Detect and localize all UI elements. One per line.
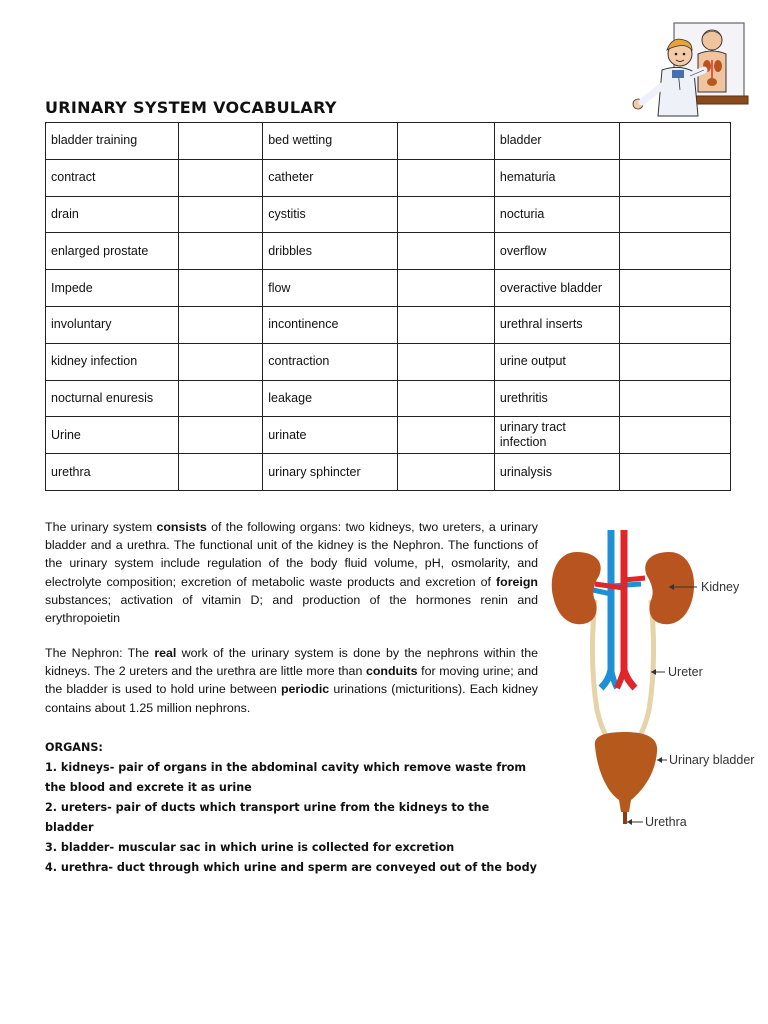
organs-list (45, 738, 541, 878)
vocab-term: urinalysis (494, 454, 619, 491)
table-row (46, 123, 731, 160)
blank-cell[interactable] (179, 454, 263, 491)
blank-cell[interactable] (179, 123, 263, 160)
blank-cell[interactable] (398, 306, 494, 343)
vocab-term: kidney infection (46, 343, 179, 380)
urinary-system-diagram (545, 520, 765, 840)
blank-cell[interactable] (620, 123, 731, 160)
blank-cell[interactable] (179, 306, 263, 343)
blank-cell[interactable] (620, 306, 731, 343)
blank-cell[interactable] (620, 270, 731, 307)
vocab-term: hematuria (494, 159, 619, 196)
table-row (46, 380, 731, 417)
left-kidney (552, 552, 601, 624)
blank-cell[interactable] (179, 159, 263, 196)
list-item: 3. bladder- muscular sac in which urine is collected for excretion (45, 841, 455, 854)
nephron-text: urinations (micturitions). Each kidney contains about 1.25 million nephrons. (45, 682, 538, 715)
table-row (46, 417, 731, 454)
list-item: 2. ureters- pair of ducts which transport urine from the kidneys to the bladder (45, 801, 490, 834)
ureter-label: Ureter (668, 665, 703, 679)
vena-cava (601, 530, 611, 688)
blank-cell[interactable] (398, 417, 494, 454)
blank-cell[interactable] (179, 380, 263, 417)
table-row (46, 159, 731, 196)
vocab-term: nocturnal enuresis (46, 380, 179, 417)
table-row (46, 306, 731, 343)
blank-cell[interactable] (620, 159, 731, 196)
intro-text: of the following organs: two kidneys, two ureters, a urinary bladder and a urethra. The functional unit of the kidney is the Nephron. The functions of the urinary system include regulation of the body fluid volume, pH, osmolarity, and electrolyte composition; excretion of metabolic waste products and excretion of (45, 520, 538, 589)
vocab-term: enlarged prostate (46, 233, 179, 270)
vocab-term: leakage (263, 380, 398, 417)
list-item: 1. kidneys- pair of organs in the abdominal cavity which remove waste from the blood and excrete it as urine (45, 761, 527, 794)
vocab-term: contract (46, 159, 179, 196)
blank-cell[interactable] (179, 196, 263, 233)
vocab-term: bed wetting (263, 123, 398, 160)
doctor-patient-illustration-icon (632, 20, 750, 120)
nephron-bold-term: conduits (365, 664, 418, 679)
blank-cell[interactable] (398, 380, 494, 417)
organs-heading: ORGANS: (45, 741, 103, 754)
table-row (46, 454, 731, 491)
nephron-text: work of the urinary system is done by the nephrons within the kidneys. The 2 ureters and the urethra are little more than (45, 646, 538, 679)
vocab-term: overflow (494, 233, 619, 270)
table-row (46, 270, 731, 307)
vocab-term: Urine (46, 417, 179, 454)
blank-cell[interactable] (179, 233, 263, 270)
blank-cell[interactable] (620, 454, 731, 491)
intro-bold-term: foreign (496, 574, 538, 589)
vocab-term: catheter (263, 159, 398, 196)
vocab-term: overactive bladder (494, 270, 619, 307)
blank-cell[interactable] (620, 196, 731, 233)
blank-cell[interactable] (620, 233, 731, 270)
vocab-term: flow (263, 270, 398, 307)
blank-cell[interactable] (398, 343, 494, 380)
right-kidney (645, 552, 694, 624)
blank-cell[interactable] (398, 123, 494, 160)
vocab-term: cystitis (263, 196, 398, 233)
list-item: 4. urethra- duct through which urine and sperm are conveyed out of the body (45, 861, 537, 874)
table-row (46, 196, 731, 233)
nephron-bold-term: real (154, 646, 177, 660)
vocab-term: bladder (494, 123, 619, 160)
kidney-label: Kidney (701, 580, 740, 594)
blank-cell[interactable] (179, 343, 263, 380)
blank-cell[interactable] (398, 159, 494, 196)
vocab-term: bladder training (46, 123, 179, 160)
nephron-bold-term: periodic (280, 682, 330, 697)
table-row (46, 343, 731, 380)
blank-cell[interactable] (398, 196, 494, 233)
page-title: URINARY SYSTEM VOCABULARY (45, 98, 337, 117)
blank-cell[interactable] (179, 417, 263, 454)
bladder-label: Urinary bladder (669, 753, 755, 767)
blank-cell[interactable] (398, 233, 494, 270)
blank-cell[interactable] (620, 343, 731, 380)
blank-cell[interactable] (179, 270, 263, 307)
vocab-term: incontinence (263, 306, 398, 343)
vocab-term: Impede (46, 270, 179, 307)
vocab-term: urethritis (494, 380, 619, 417)
bladder (595, 732, 657, 812)
nephron-text: for moving urine; and the bladder is used to hold urine between (45, 664, 538, 697)
intro-paragraph (45, 518, 538, 627)
blank-cell[interactable] (398, 454, 494, 491)
blank-cell[interactable] (620, 417, 731, 454)
vocab-term: urinary tract infection (494, 417, 619, 454)
intro-text: The urinary system (45, 520, 157, 534)
intro-text: substances; activation of vitamin D; and production of the hormones renin and erythropoietin (45, 592, 538, 626)
right-ureter (635, 600, 654, 742)
vocab-term: drain (46, 196, 179, 233)
vocab-term: dribbles (263, 233, 398, 270)
vocab-term: contraction (263, 343, 398, 380)
aorta (624, 530, 635, 688)
vocab-term: urethral inserts (494, 306, 619, 343)
vocab-term: involuntary (46, 306, 179, 343)
blank-cell[interactable] (398, 270, 494, 307)
vocab-term: urethra (46, 454, 179, 491)
vocab-term: urine output (494, 343, 619, 380)
blank-cell[interactable] (620, 380, 731, 417)
vocab-term: urinary sphincter (263, 454, 398, 491)
vocabulary-table (45, 122, 731, 491)
nephron-paragraph (45, 644, 538, 717)
vocab-term: nocturia (494, 196, 619, 233)
vocab-term: urinate (263, 417, 398, 454)
intro-bold-term: consists (156, 520, 207, 534)
table-row (46, 233, 731, 270)
urethra-label: Urethra (645, 815, 687, 829)
nephron-text: The Nephron: The (45, 646, 155, 660)
